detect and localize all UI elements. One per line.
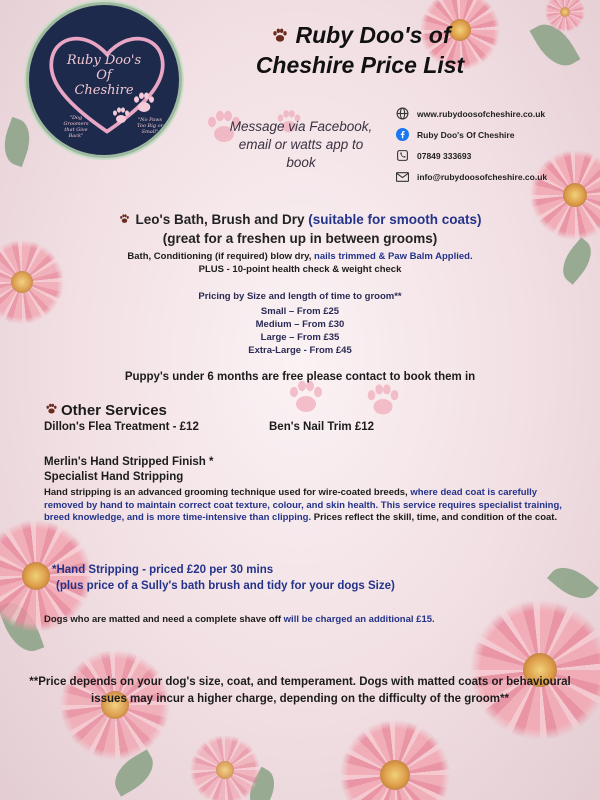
leaf-decoration — [547, 558, 599, 607]
matted-note: Dogs who are matted and need a complete shave off will be charged an additional £15. — [44, 614, 435, 625]
logo-tagline-left: "Dog Groomers that Give Back" — [63, 115, 89, 139]
phone-icon — [396, 149, 409, 162]
leo-plus: PLUS - 10-point health check & weight check — [198, 264, 402, 275]
paw-print-icon — [118, 212, 131, 225]
price-large: Large – From £35 — [260, 332, 340, 343]
logo-text: Ruby Doo's Of Cheshire — [66, 53, 142, 98]
page-title: Ruby Doo's of Cheshire Price List — [255, 22, 465, 78]
contact-list — [396, 104, 596, 188]
pricing-list — [0, 290, 600, 357]
flower-decoration — [190, 735, 260, 800]
logo — [26, 2, 182, 158]
contact-facebook[interactable]: Ruby Doo's Of Cheshire — [396, 125, 596, 144]
flower-decoration — [340, 720, 450, 800]
booking-message: Message via Facebook, email or watts app to book — [229, 119, 373, 170]
flower-decoration — [545, 0, 585, 32]
puppy-note: Puppy's under 6 months are free please contact to book them in — [124, 371, 476, 383]
services-row — [44, 421, 564, 437]
paw-print-icon — [129, 87, 159, 117]
merlin-description: Hand stripping is an advanced grooming technique used for wire-coated breeds, where dead coat is carefully removed by hand to maintain correct coat texture, colour, and skin health. This service requires specialist training, breed knowledge, and is more time-intensive than clipping. Prices reflect the skill, time, and condition of the coat. — [44, 487, 562, 523]
facebook-icon — [396, 128, 409, 141]
contact-website[interactable]: www.rubydoosofcheshire.co.uk — [396, 104, 596, 123]
globe-icon — [396, 107, 409, 120]
merlin-subtitle: Specialist Hand Stripping — [44, 471, 184, 483]
paw-print-icon — [109, 103, 133, 127]
flower-decoration — [470, 600, 600, 740]
logo-tagline-right: "No Paws Too Big or Small" — [136, 117, 164, 135]
email-icon — [396, 170, 409, 183]
pricing-heading: Pricing by Size and length of time to groom** — [198, 291, 402, 302]
paw-print-icon — [44, 401, 59, 416]
leo-description: Bath, Conditioning (if required) blow dry, nails trimmed & Paw Balm Applied. — [127, 251, 473, 262]
price-small: Small – From £25 — [260, 306, 340, 317]
other-services-section — [44, 401, 564, 437]
merlin-title: Merlin's Hand Stripped Finish * — [44, 456, 214, 468]
leo-title: Leo's Bath, Brush and Dry (suitable for smooth coats) — [0, 210, 600, 229]
other-services-title: Other Services — [44, 401, 564, 419]
hand-stripping-price: *Hand Stripping - priced £20 per 30 mins (plus price of a Sully's bath brush and tidy for your dogs Size) — [52, 564, 395, 592]
merlin-hand-strip-section — [44, 455, 578, 525]
nail-trim: Ben's Nail Trim £12 — [269, 421, 375, 433]
contact-email[interactable]: info@rubydoosofcheshire.co.uk — [396, 167, 596, 186]
price-extra-large: Extra-Large - From £45 — [248, 345, 352, 356]
contact-phone[interactable]: 07849 333693 — [396, 146, 596, 165]
leo-subtitle: (great for a freshen up in between grooms) — [162, 231, 438, 246]
leo-bath-section — [0, 210, 600, 276]
footer-note: **Price depends on your dog's size, coat, and temperament. Dogs with matted coats or behavioural issues may incur a higher charge, depending on the difficulty of the groom** — [29, 676, 571, 705]
paw-print-icon — [270, 25, 290, 45]
leaf-decoration — [0, 117, 37, 167]
flea-treatment: Dillon's Flea Treatment - £12 — [44, 421, 199, 433]
price-medium: Medium – From £30 — [255, 319, 345, 330]
